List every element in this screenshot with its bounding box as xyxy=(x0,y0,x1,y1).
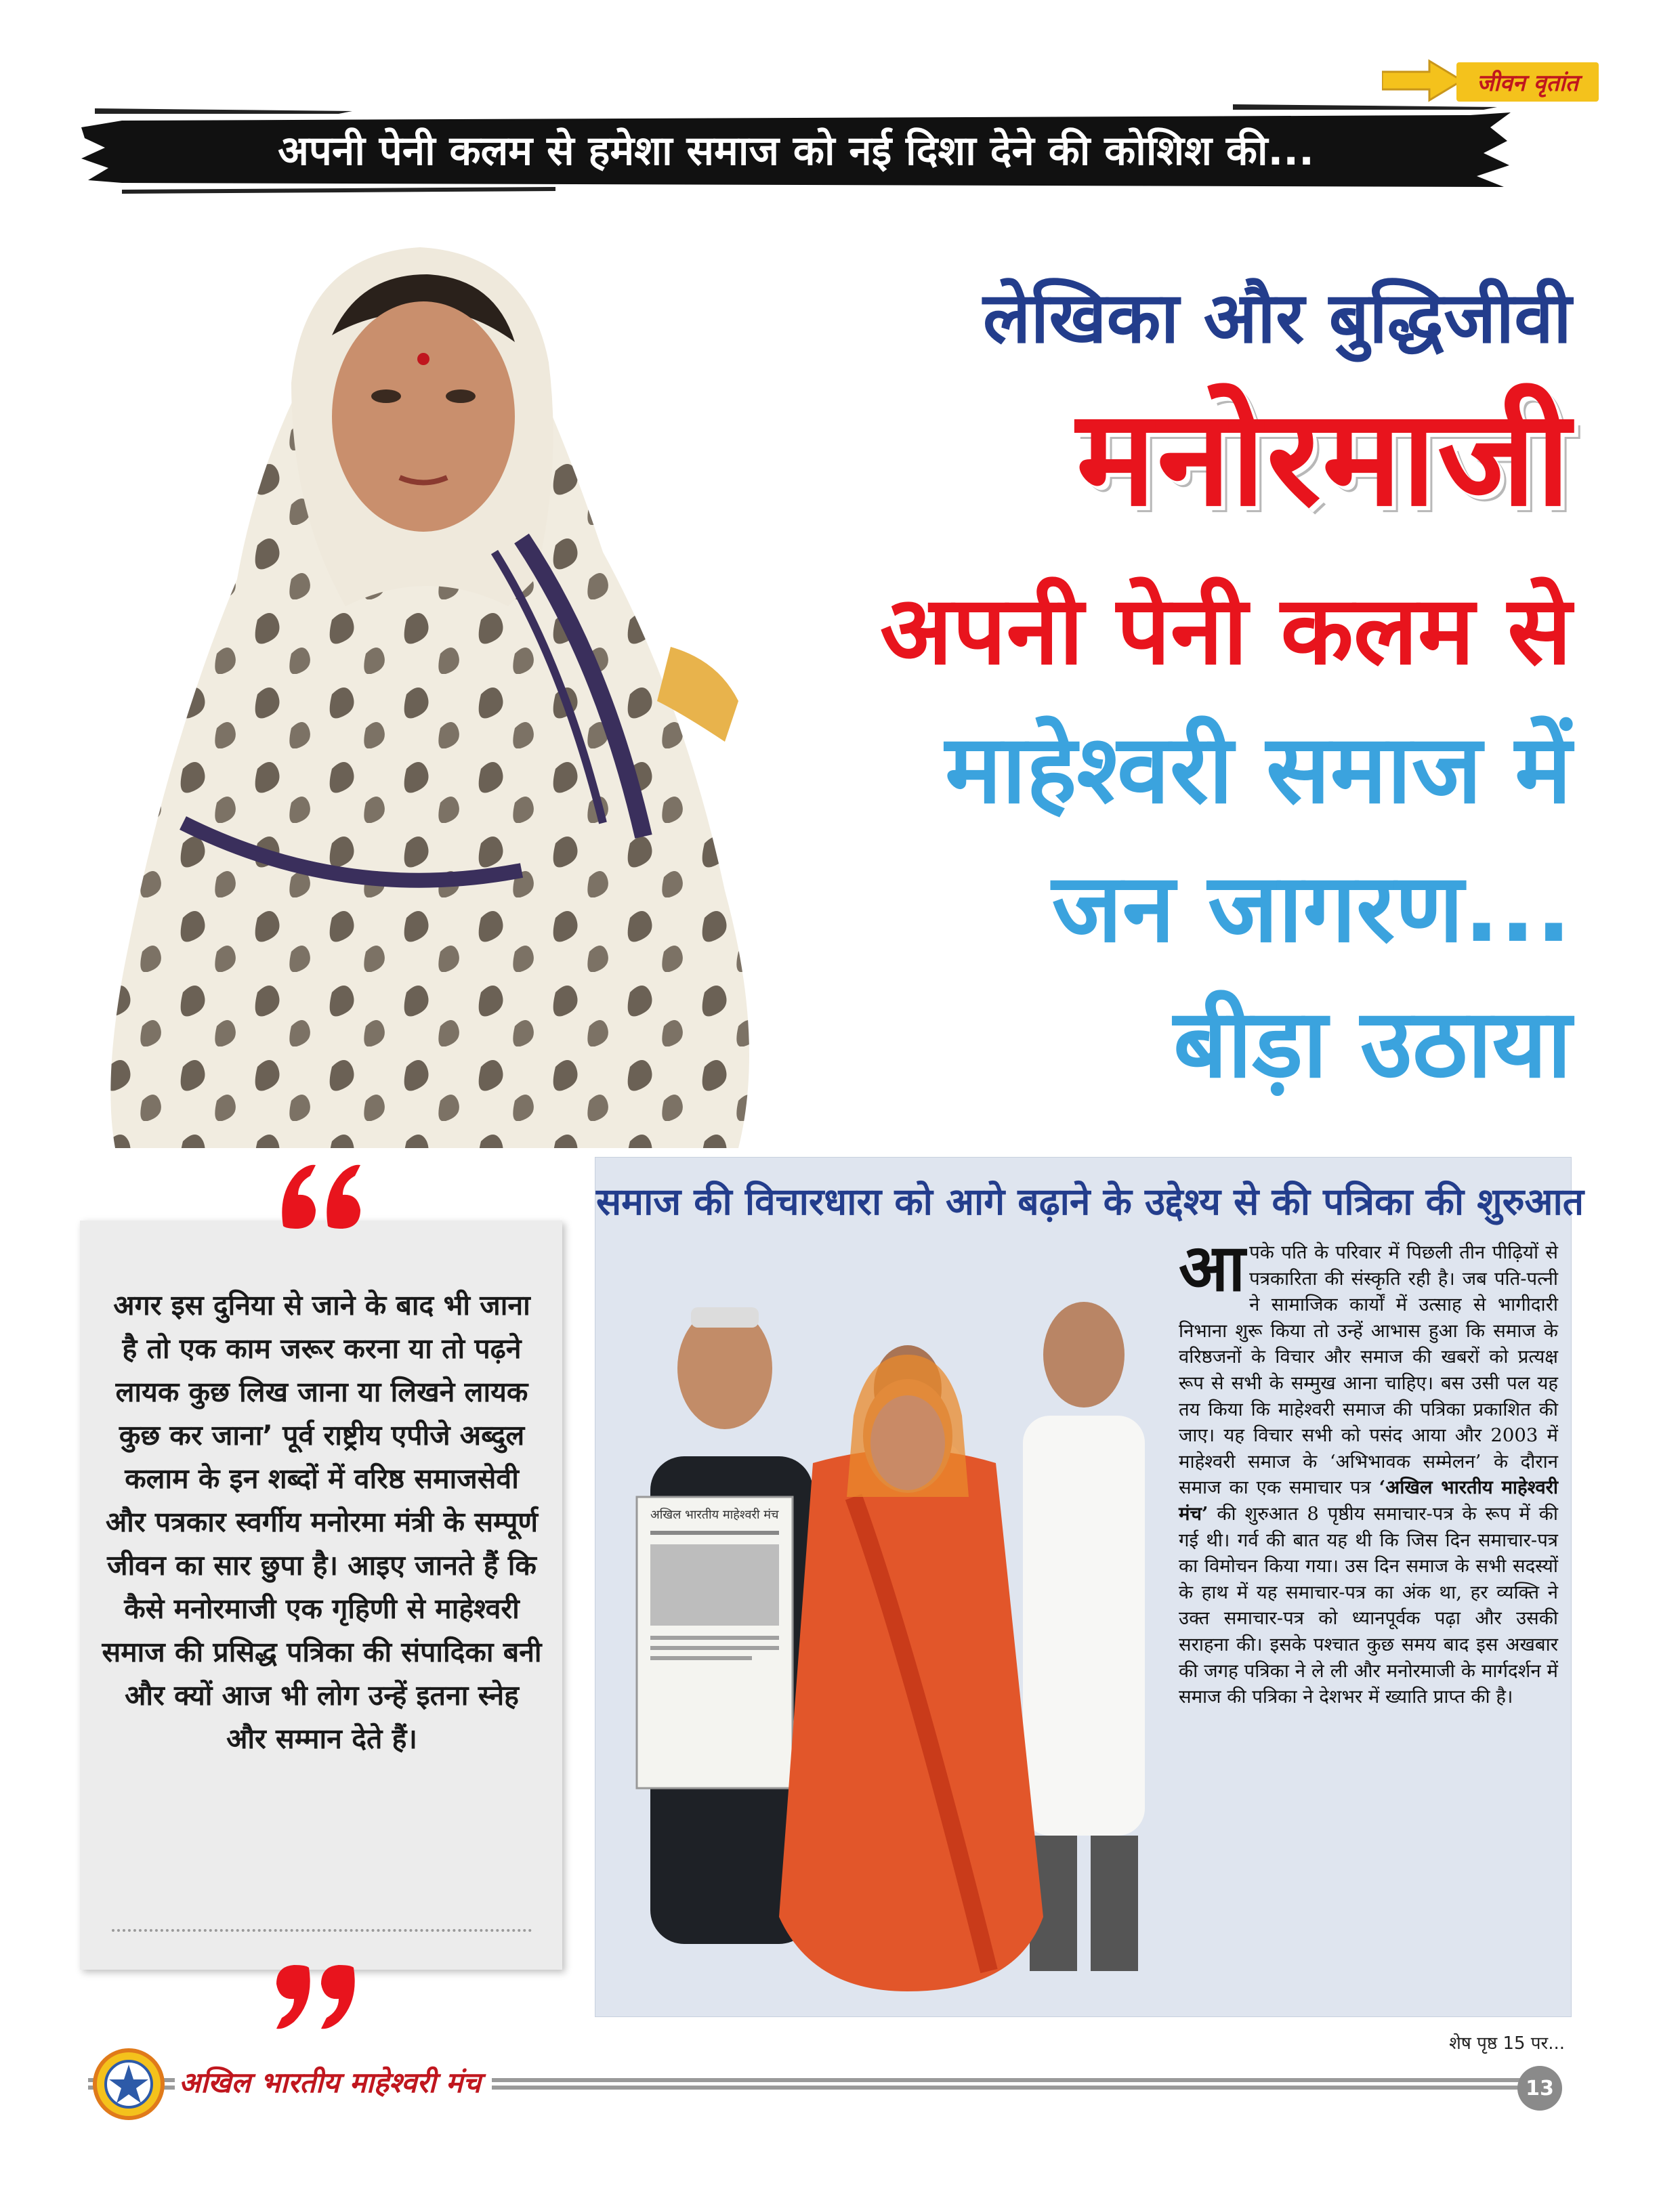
headline-line-3: अपनी पेनी कलम से xyxy=(880,576,1572,686)
headline-name: मनोरमाजी xyxy=(1076,381,1572,536)
quote-text: अगर इस दुनिया से जाने के बाद भी जाना है तो एक काम जरूर करना या तो पढ़ने लायक कुछ लिख जाना या लिखने लायक कुछ कर जाना’ पूर्व राष्ट्रीय एपीजे अब्दुल कलाम के इन शब्दों में वरिष्ठ समाजसेवी और पत्रकार स्वर्गीय मनोरमा मंत्री के सम्पूर्ण जीवन का सार छुपा है। आइए जानते हैं कि कैसे मनोरमाजी एक गृहिणी से माहेश्वरी समाज की प्रसिद्ध पत्रिका की संपादिका बनी और क्यों आज भी लोग उन्हें इतना स्नेह और सम्मान देते हैं। xyxy=(102,1289,542,1755)
headline-line-4: माहेश्वरी समाज में xyxy=(945,715,1572,825)
footer-brand: अखिल भारतीय माहेश्वरी मंच xyxy=(175,2062,492,2101)
article-body-part-1: पके पति के परिवार में पिछली तीन पीढ़ियों से पत्रकारिता की संस्कृति रही है। जब पति-पत्नी ने सामाजिक कार्यों में उत्साह से भागीदारी निभाना शुरू किया तो उन्हें आभास हुआ कि समाज के वरिष्ठजनों के विचार और समाज की खबरों को प्रत्यक्ष रूप से सभी के सम्मुख आना चाहिए। बस उसी पल यह तय किया कि माहेश्वरी समाज की पत्रिका प्रकाशित की जाए। यह विचार सभी को पसंद आया और 2003 में माहेश्वरी समाज के ‘अभिभावक सम्मेलन’ के दौरान समाज का एक समाचार पत्र xyxy=(1179,1242,1558,1499)
headline-line-5: जन जागरण... xyxy=(1051,853,1572,964)
section-tag: जीवन वृतांत xyxy=(1456,62,1599,102)
banner-title: अपनी पेनी कलम से हमेशा समाज को नई दिशा देने की कोशिश की... xyxy=(278,127,1314,175)
headline-line-6: बीड़ा उठाया xyxy=(1173,989,1572,1099)
article-body xyxy=(1179,1230,1558,1710)
article-title: समाज की विचारधारा को आगे बढ़ाने के उद्देश्य से की पत्रिका की शुरुआत xyxy=(596,1180,1584,1223)
open-quote-icon xyxy=(271,1151,366,1246)
section-arrow-icon xyxy=(1382,58,1463,103)
article-dropcap: आ xyxy=(1179,1230,1246,1306)
page-number: 13 xyxy=(1517,2066,1562,2111)
portrait-photo xyxy=(88,227,765,1148)
article-newspaper-name: ‘अखिल भारतीय माहेश्वरी मंच’ xyxy=(1179,1477,1558,1525)
headline-kicker: लेखिका और बुद्धिजीवी xyxy=(983,276,1572,359)
continued-note: शेष पृष्ठ 15 पर... xyxy=(1449,2033,1565,2054)
newspaper-masthead: अखिल भारतीय माहेश्वरी मंच xyxy=(650,1508,779,1522)
close-quote-icon xyxy=(271,1947,366,2042)
group-photo xyxy=(610,1240,1165,1998)
organization-logo-icon xyxy=(91,2047,166,2121)
quote-divider xyxy=(112,1929,532,1932)
article-body-part-2: की शुरुआत 8 पृष्ठीय समाचार-पत्र के रूप में की गई थी। गर्व की बात यह थी कि जिस दिन समाचार-पत्र का विमोचन किया गया। उस दिन समाज के सभी सदस्यों के हाथ में यह समाचार-पत्र का अंक था, हर व्यक्ति ने उक्त समाचार-पत्र को ध्यानपूर्वक पढ़ा और उसकी सराहना की। इसके पश्चात कुछ समय बाद इस अखबार की जगह पत्रिका ने ले ली और मनोरमाजी के मार्गदर्शन में समाज की पत्रिका ने देशभर में ख्याति प्राप्त की है। xyxy=(1179,1502,1558,1708)
